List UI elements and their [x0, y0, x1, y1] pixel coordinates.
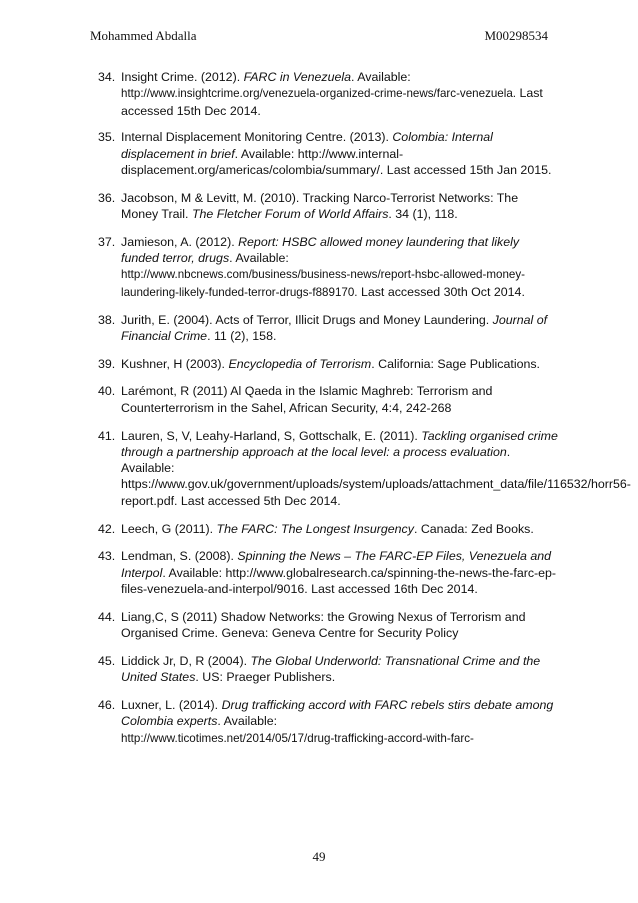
reference-text-after-title: . 34 (1), 118. [388, 207, 458, 222]
reference-item [98, 383, 558, 417]
reference-text-after-title: . Available: http://www.internal-displacement.org/americas/colombia/summary/. Last accessed 15th Jan 2015. [121, 146, 552, 177]
reference-item [98, 356, 558, 373]
reference-text: Liang,C, S (2011) Shadow Networks: the Growing Nexus of Terrorism and Organised Crime. Geneva: Geneva Centre for Security Policy [121, 609, 526, 641]
reference-item [98, 521, 558, 538]
reference-text: Leech, G (2011). [121, 521, 217, 536]
reference-access-date: Last accessed 30th Oct 2014. [357, 284, 525, 299]
reference-number: 44. [98, 609, 116, 624]
reference-text-after-title: . California: Sage Publications. [371, 356, 540, 371]
reference-title: Journal of Financial Crime [121, 312, 548, 343]
reference-number: 34. [98, 70, 116, 84]
reference-item [98, 428, 631, 510]
reference-title: The Fletcher Forum of World Affairs [191, 207, 389, 222]
reference-url: http://www.nbcnews.com/business/business-news/report-hsbc-allowed-money-laundering-likely-funded-terror-drugs-f889170. [121, 268, 526, 299]
reference-text-after-title: . Available: [229, 251, 289, 266]
reference-title: Report: HSBC allowed money laundering that likely funded terror, drugs [121, 234, 520, 266]
reference-text-after-title: . Available: https://www.gov.uk/government/uploads/system/uploads/attachment_data/file/116532/horr56-report.pdf. Last accessed 5th Dec 2014. [121, 444, 631, 508]
reference-title: Encyclopedia of Terrorism [228, 356, 372, 371]
reference-url: http://www.insightcrime.org/venezuela-organized-crime-news/farc-venezuela. [121, 87, 517, 101]
reference-title: The FARC: The Longest Insurgency [216, 521, 414, 536]
reference-title: Spinning the News – The FARC-EP Files, Venezuela and Interpol [121, 549, 552, 580]
reference-text-after-title: . Available: [217, 714, 278, 729]
reference-text: Larémont, R (2011) Al Qaeda in the Islamic Maghreb: Terrorism and Counterterrorism in the Sahel, African Security, 4:4, 242-268 [121, 384, 493, 415]
reference-list [98, 69, 631, 757]
reference-text-after-title: . 11 (2), 158. [207, 328, 277, 343]
reference-title: Drug trafficking accord with FARC rebels stirs debate among Colombia experts [121, 697, 554, 729]
reference-title: FARC in Venezuela [243, 70, 352, 84]
reference-title: Colombia: Internal displacement in brief [121, 130, 493, 161]
reference-title: Tackling organised crime through a partnership approach at the local level: a process evaluation [121, 428, 558, 459]
reference-text-after-title: . US: Praeger Publishers. [195, 670, 336, 685]
reference-text: Liddick Jr, D, R (2004). [121, 653, 251, 668]
reference-text-after-title: . Canada: Zed Books. [413, 521, 534, 536]
reference-text: Lendman, S. (2008). [121, 549, 238, 564]
reference-text: Jamieson, A. (2012). [121, 234, 239, 249]
reference-text: Jurith, E. (2004). Acts of Terror, Illicit Drugs and Money Laundering. [121, 312, 493, 327]
reference-access-date: Last accessed 15th Dec 2014. [121, 86, 543, 118]
reference-item [98, 69, 558, 119]
reference-text: Jacobson, M & Levitt, M. (2010). Tracking Narco-Terrorist Networks: The Money Trail. [121, 190, 519, 222]
reference-text: Luxner, L. (2014). [121, 697, 222, 712]
reference-text: Lauren, S, V, Leahy-Harland, S, Gottschalk, E. (2011). [121, 428, 422, 443]
reference-number: 43. [98, 549, 116, 564]
reference-number: 38. [98, 312, 116, 327]
reference-number: 35. [98, 130, 116, 145]
author-name: Mohammed Abdalla [90, 28, 197, 43]
reference-title: The Global Underworld: Transnational Crime and the United States [121, 653, 541, 685]
reference-text: Internal Displacement Monitoring Centre. (2013). [121, 130, 393, 145]
page-header [90, 28, 548, 48]
reference-number: 37. [98, 234, 116, 249]
reference-item [98, 697, 558, 747]
reference-item [98, 129, 558, 179]
reference-item [98, 653, 558, 687]
reference-number: 39. [98, 356, 116, 371]
reference-item [98, 548, 558, 598]
reference-url: http://www.ticotimes.net/2014/05/17/drug-trafficking-accord-with-farc- [121, 731, 474, 745]
page-number: 49 [312, 849, 326, 864]
reference-number: 41. [98, 428, 116, 443]
reference-text-after-title: . Available: http://www.globalresearch.ca/spinning-the-news-the-farc-ep-files-venezuela-and-interpol/9016. Last accessed 16th Dec 2014. [121, 565, 557, 596]
reference-text: Insight Crime. (2012). [121, 70, 244, 84]
reference-number: 36. [98, 190, 116, 205]
reference-text: Kushner, H (2003). [121, 356, 229, 371]
reference-number: 46. [98, 697, 116, 712]
reference-number: 45. [98, 653, 116, 668]
reference-number: 42. [98, 521, 116, 536]
reference-item [98, 190, 558, 224]
reference-item [98, 609, 558, 643]
reference-item [98, 312, 558, 346]
reference-text-after-title: . Available: [351, 70, 411, 84]
reference-item [98, 234, 558, 301]
reference-number: 40. [98, 384, 116, 399]
student-id: M00298534 [484, 28, 548, 43]
